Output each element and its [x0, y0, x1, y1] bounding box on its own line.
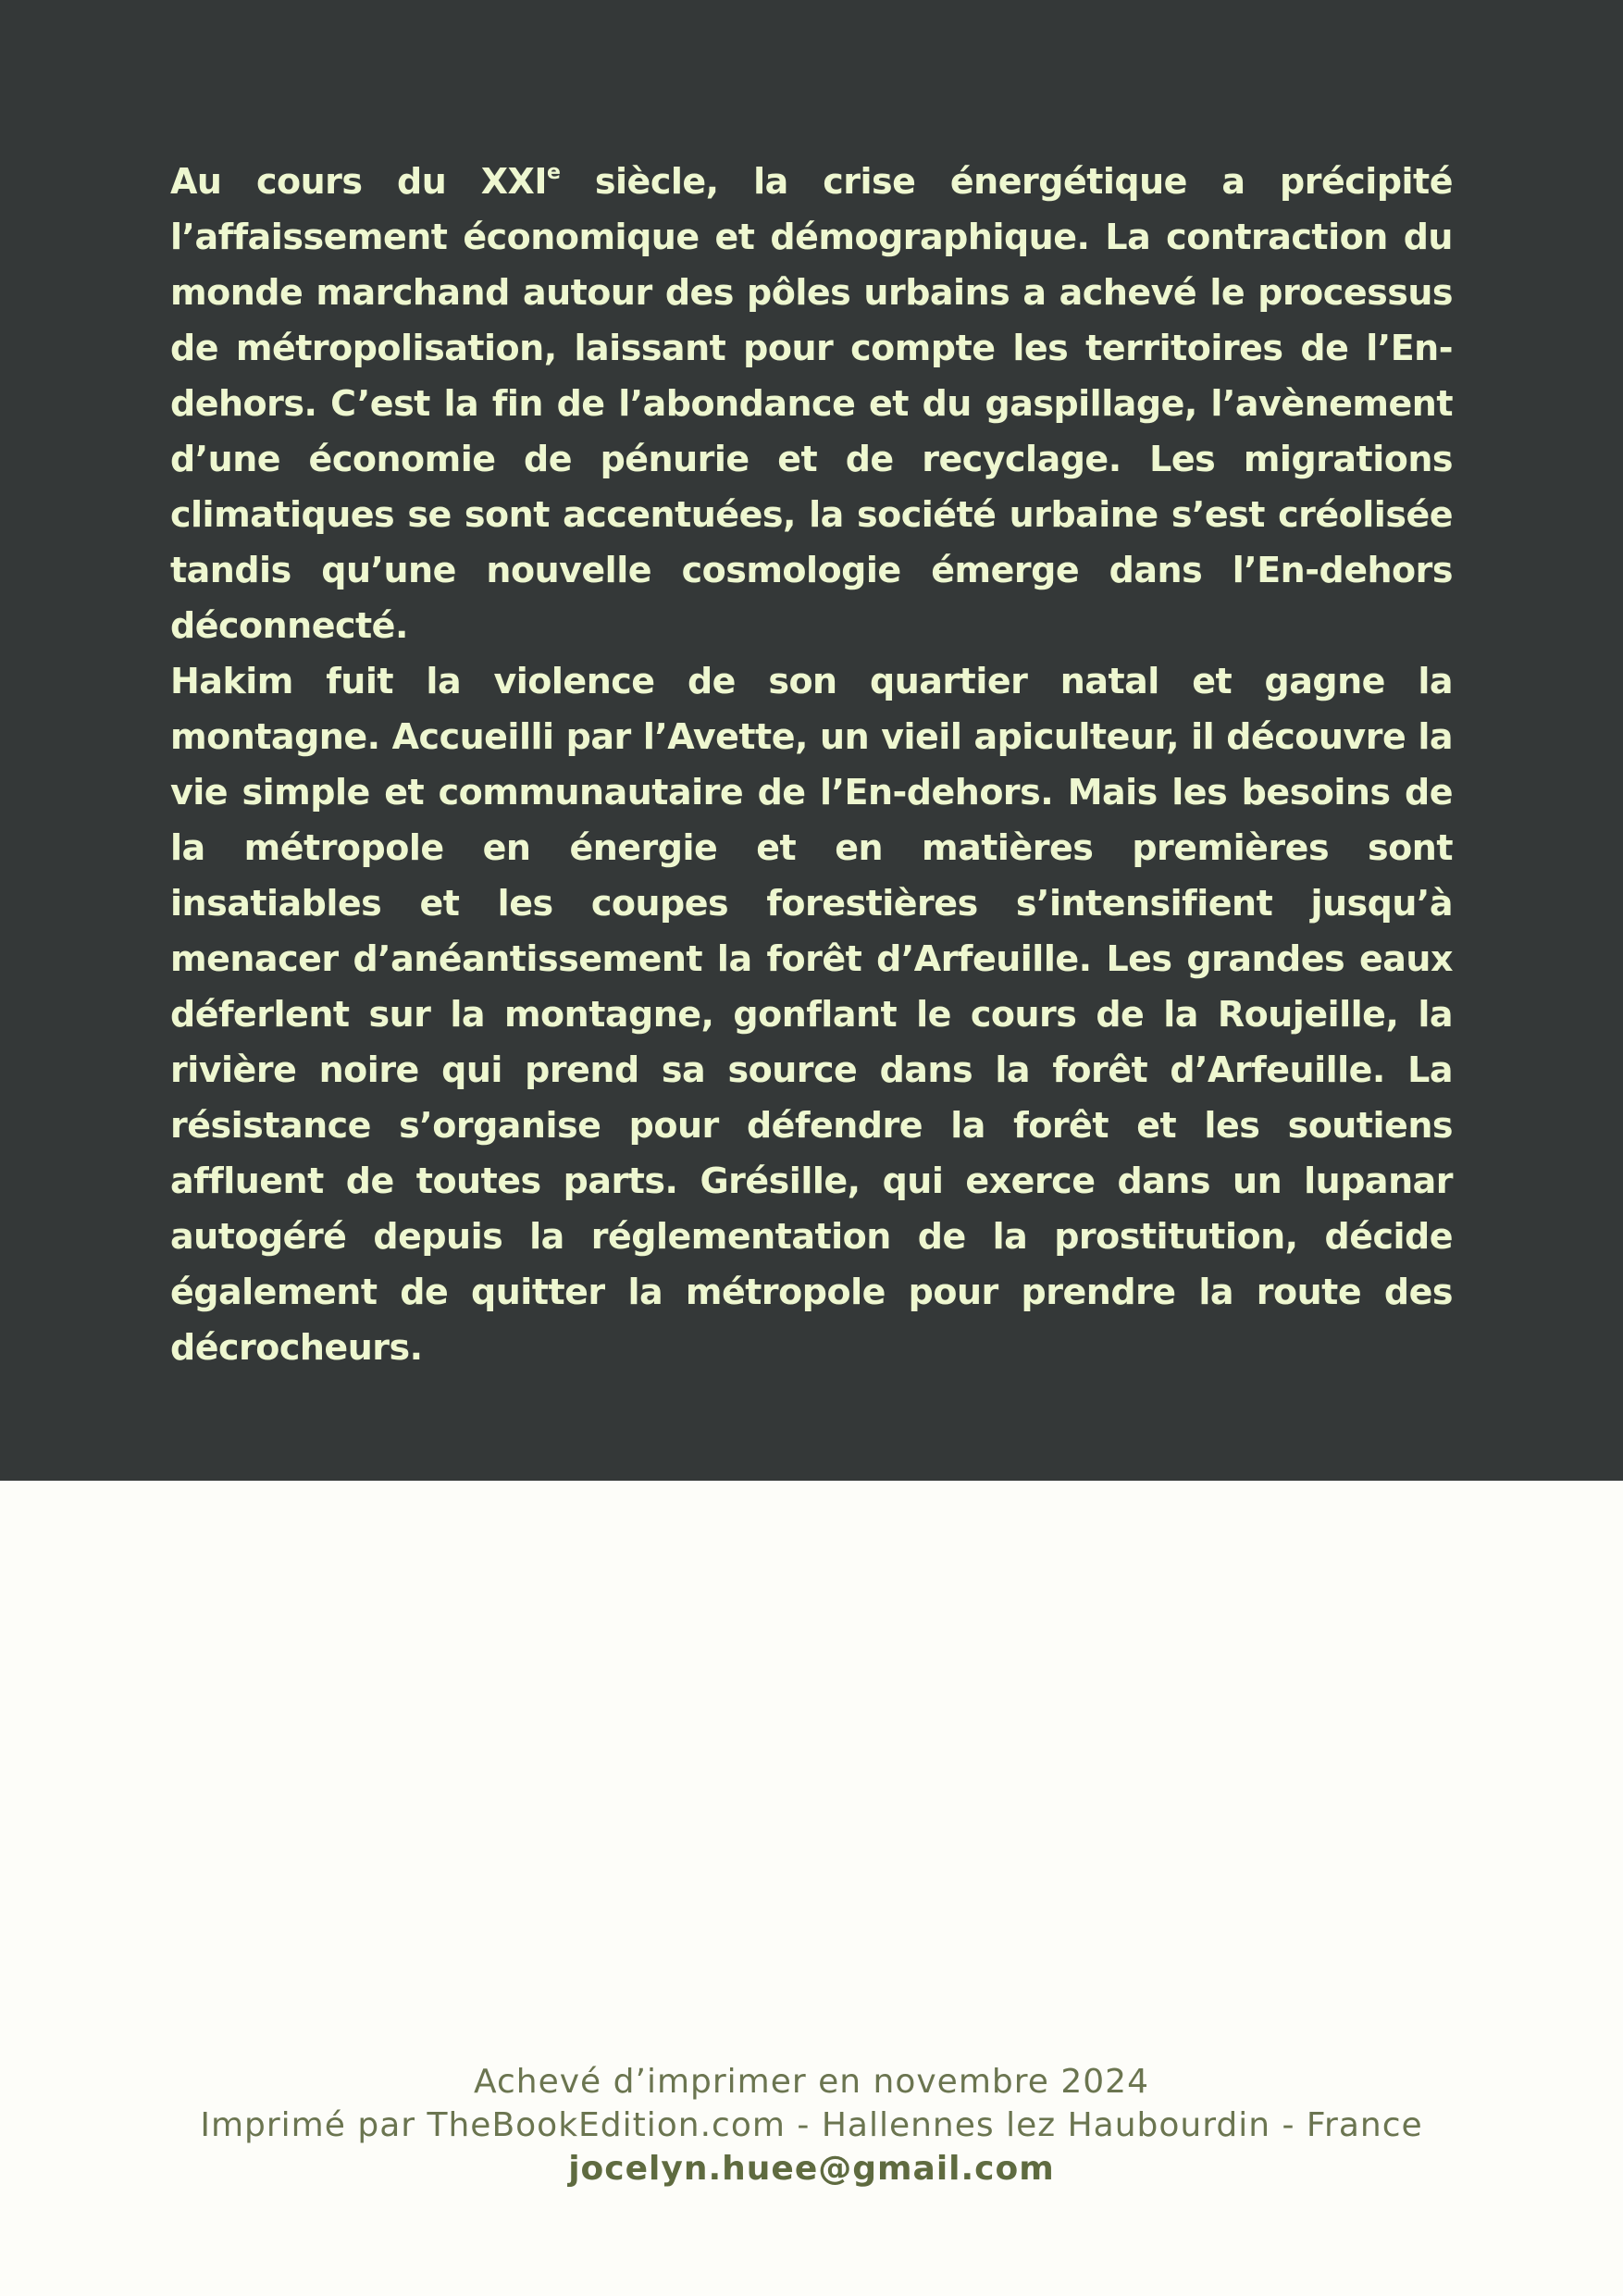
printer-info: Imprimé par TheBookEdition.com - Hallennes lez Haubourdin - France: [200, 2106, 1423, 2144]
colophon: [0, 2060, 1623, 2191]
contact-email: jocelyn.huee@gmail.com: [568, 2150, 1055, 2188]
summary-paragraph-2: Hakim fuit la violence de son quartier natal et gagne la montagne. Accueilli par l’Avette, un vieil apiculteur, il découvre la vie simple et communautaire de l’En-dehors. Mais les besoins de la métropole en énergie et en matières premières sont insatiables et les coupes forestières s’intensifient jusqu’à menacer d’anéantissement la forêt d’Arfeuille. Les grandes eaux déferlent sur la montagne, gonflant le cours de la Roujeille, la rivière noire qui prend sa source dans la forêt d’Arfeuille. La résistance s’organise pour défendre la forêt et les soutiens affluent de toutes parts. Grésille, qui exerce dans un lupanar autogéré depuis la réglementation de la prostitution, décide également de quitter la métropole pour prendre la route des décrocheurs.: [170, 661, 1453, 1368]
summary-paragraph-1-rest: siècle, la crise énergétique a précipité l’affaissement économique et démographique. La contraction du monde marchand autour des pôles urbains a achevé le processus de métropolisation, laissant pour compte les territoires de l’En-dehors. C’est la fin de l’abondance et du gaspillage, l’avènement d’une économie de pénurie et de recyclage. Les migrations climatiques se sont accentuées, la société urbaine s’est créolisée tandis qu’une nouvelle cosmologie émerge dans l’En-dehors déconnecté.: [170, 161, 1453, 646]
printed-date: Achevé d’imprimer en novembre 2024: [474, 2063, 1149, 2101]
book-summary: [170, 154, 1453, 1375]
century-superscript: e: [546, 161, 561, 185]
summary-paragraph-1-start: Au cours du XXI: [170, 161, 547, 202]
summary-paragraph-1: [170, 154, 1453, 653]
